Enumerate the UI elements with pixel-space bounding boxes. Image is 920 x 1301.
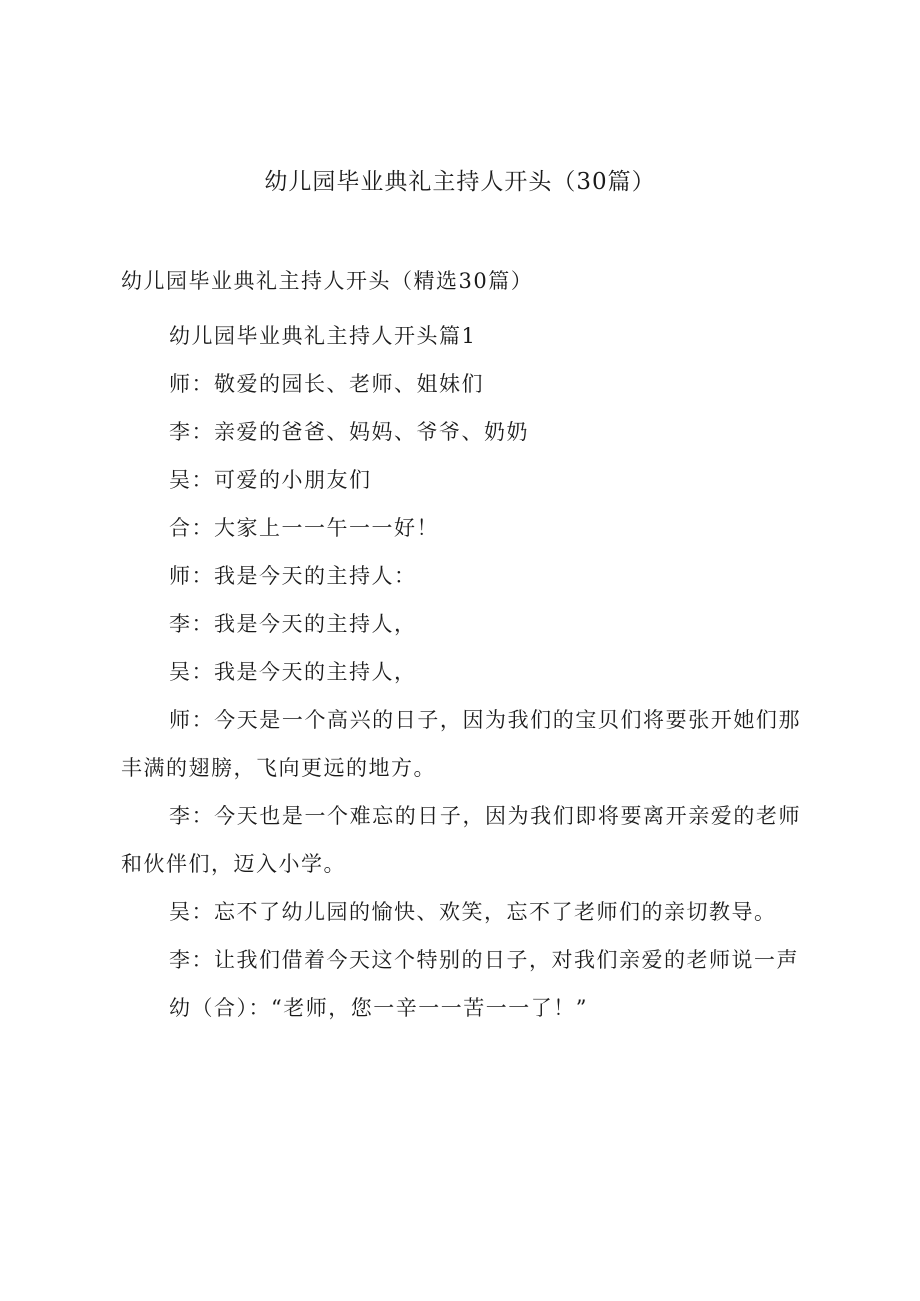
paragraph: 吴：我是今天的主持人， <box>169 660 417 684</box>
paragraph: 吴：可爱的小朋友们 <box>169 468 372 492</box>
document-title: 幼儿园毕业典礼主持人开头（30篇） <box>264 169 656 195</box>
paragraph-section-heading: 幼儿园毕业典礼主持人开头篇1 <box>169 324 477 348</box>
paragraph: 李：让我们借着今天这个特别的日子，对我们亲爱的老师说一声 <box>169 948 799 972</box>
document-subtitle: 幼儿园毕业典礼主持人开头（精选30篇） <box>121 269 534 293</box>
paragraph: 幼（合）：“老师，您一辛一一苦一一了！” <box>169 996 588 1020</box>
paragraph: 师：今天是一个高兴的日子，因为我们的宝贝们将要张开她们那丰满的翅膀，飞向更远的地方。 <box>121 708 801 780</box>
paragraph: 师：敬爱的园长、老师、姐妹们 <box>169 372 484 396</box>
paragraph: 合：大家上一一午一一好！ <box>169 516 439 540</box>
paragraph: 吴：忘不了幼儿园的愉快、欢笑，忘不了老师们的亲切教导。 <box>169 900 777 924</box>
paragraph: 师：我是今天的主持人： <box>169 564 417 588</box>
paragraph: 李：亲爱的爸爸、妈妈、爷爷、奶奶 <box>169 420 529 444</box>
document-body <box>121 312 801 1032</box>
paragraph: 李：今天也是一个难忘的日子，因为我们即将要离开亲爱的老师和伙伴们，迈入小学。 <box>121 804 801 876</box>
paragraph: 李：我是今天的主持人， <box>169 612 417 636</box>
